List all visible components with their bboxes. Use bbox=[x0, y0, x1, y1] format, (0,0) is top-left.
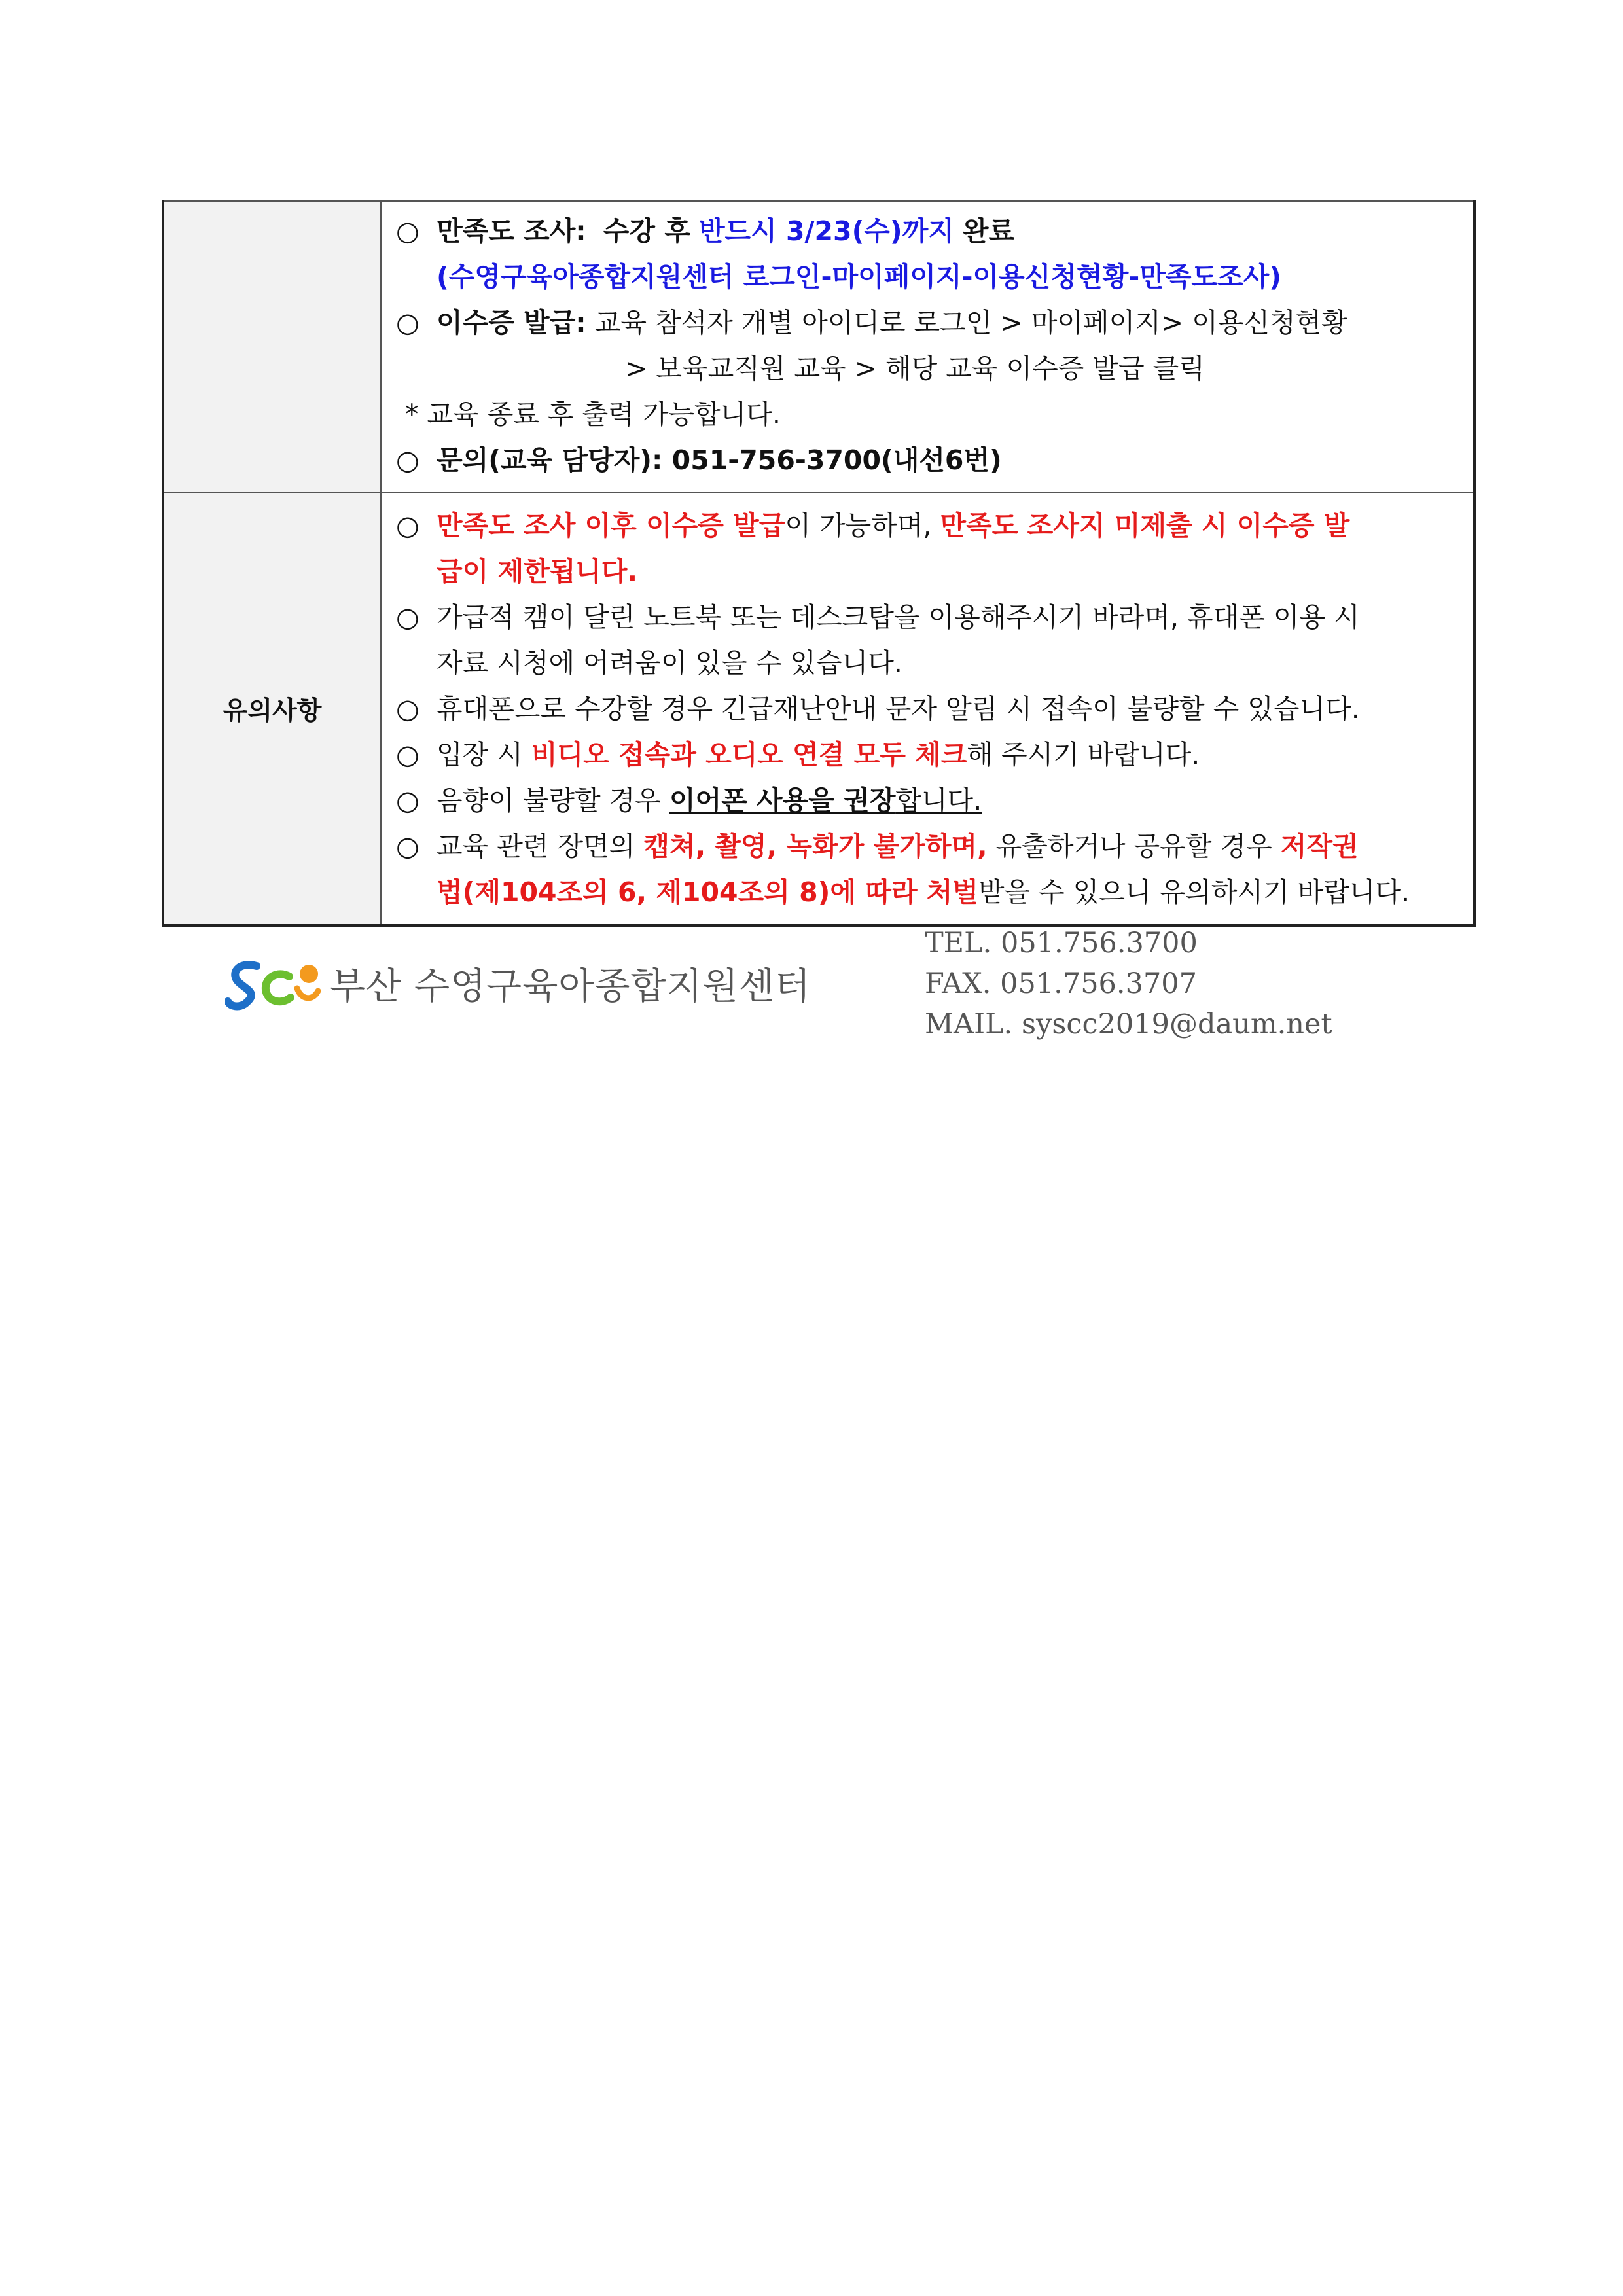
note-6-cont bbox=[396, 869, 1459, 915]
note-5-text: 음향이 불량할 경우 bbox=[437, 785, 661, 816]
bullet-symbol: ○ bbox=[396, 601, 419, 633]
note-4-text: 입장 시 bbox=[437, 739, 523, 770]
row-label-procedure bbox=[163, 201, 381, 493]
bullet-symbol: ○ bbox=[396, 739, 419, 770]
bullet-symbol: ○ bbox=[396, 785, 419, 816]
bullet-symbol: ○ bbox=[396, 510, 419, 541]
note-item-3 bbox=[396, 686, 1459, 732]
note-6-red-2: 저작권 bbox=[1280, 831, 1359, 862]
contact-text: 문의(교육 담당자): 051-756-3700(내선6번) bbox=[437, 444, 1002, 476]
note-5-bold: 이어폰 사용을 권장 bbox=[669, 785, 896, 816]
note-1-cont: 급이 제한됩니다. bbox=[437, 556, 638, 587]
contact-line bbox=[396, 437, 1459, 483]
contact-fax: FAX. 051.756.3707 bbox=[925, 967, 1198, 1000]
contact-tel: TEL. 051.756.3700 bbox=[925, 927, 1198, 960]
table-row-notes bbox=[163, 493, 1474, 925]
note-5-text-2: 합니다. bbox=[895, 785, 982, 816]
note-4-text-2: 해 주시기 바랍니다. bbox=[967, 739, 1200, 770]
note-3-text: 휴대폰으로 수강할 경우 긴급재난안내 문자 알림 시 접속이 불량할 수 있습니다. bbox=[437, 693, 1360, 725]
bullet-symbol: ○ bbox=[396, 215, 419, 247]
bullet-symbol: ○ bbox=[396, 444, 419, 476]
note-1-red: 만족도 조사 이후 이수증 발급 bbox=[437, 510, 785, 541]
contact-mail: MAIL. syscc2019@daum.net bbox=[925, 1008, 1332, 1041]
note-item-6 bbox=[396, 823, 1459, 869]
survey-label: 만족도 조사: bbox=[437, 215, 586, 247]
cert-line bbox=[396, 300, 1459, 346]
survey-path: (수영구육아종합지원센터 로그인-마이페이지-이용신청현황-만족도조사) bbox=[437, 261, 1281, 293]
survey-complete: 완료 bbox=[962, 215, 1015, 247]
note-item-1 bbox=[396, 503, 1459, 548]
survey-deadline: 반드시 3/23(수)까지 bbox=[698, 215, 954, 247]
procedure-content bbox=[381, 201, 1474, 493]
org-logo-icon bbox=[225, 954, 323, 1013]
cert-text-cont: > 보육교직원 교육 > 해당 교육 이수증 발급 클릭 bbox=[625, 353, 1205, 384]
note-6-text-2: 유출하거나 공유할 경우 bbox=[995, 831, 1272, 862]
contact-info bbox=[925, 923, 1332, 1045]
info-table bbox=[162, 200, 1476, 927]
survey-line bbox=[396, 208, 1459, 254]
note-2-text: 가급적 캠이 달린 노트북 또는 데스크탑을 이용해주시기 바라며, 휴대폰 이용 시 bbox=[437, 601, 1360, 633]
org-logo bbox=[225, 954, 811, 1013]
note-4-red: 비디오 접속과 오디오 연결 모두 체크 bbox=[531, 739, 967, 770]
row-label-notes: 유의사항 bbox=[163, 493, 381, 925]
cert-label: 이수증 발급: bbox=[437, 307, 586, 338]
bullet-symbol: ○ bbox=[396, 307, 419, 338]
note-6-red-3: 법(제104조의 6, 제104조의 8)에 따라 처벌 bbox=[437, 876, 978, 908]
bullet-symbol: ○ bbox=[396, 831, 419, 862]
note-6-red: 캡쳐, 촬영, 녹화가 불가하며, bbox=[643, 831, 988, 862]
note-2-cont: 자료 시청에 어려움이 있을 수 있습니다. bbox=[437, 647, 902, 679]
print-note: * 교육 종료 후 출력 가능합니다. bbox=[405, 399, 781, 430]
note-item-2 bbox=[396, 594, 1459, 640]
table-row-procedure bbox=[163, 201, 1474, 493]
bullet-symbol: ○ bbox=[396, 693, 419, 725]
survey-text: 수강 후 bbox=[603, 215, 690, 247]
note-item-4 bbox=[396, 732, 1459, 778]
note-item-5 bbox=[396, 778, 1459, 823]
cert-text: 교육 참석자 개별 아이디로 로그인 > 마이페이지> 이용신청현황 bbox=[594, 307, 1347, 338]
note-1-text: 이 가능하며, bbox=[785, 510, 932, 541]
notes-content bbox=[381, 493, 1474, 925]
note-6-text: 교육 관련 장면의 bbox=[437, 831, 635, 862]
note-6-text-3: 받을 수 있으니 유의하시기 바랍니다. bbox=[978, 876, 1410, 908]
org-name: 부산 수영구육아종합지원센터 bbox=[330, 965, 812, 1008]
note-1-red-2: 만족도 조사지 미제출 시 이수증 발 bbox=[940, 510, 1350, 541]
